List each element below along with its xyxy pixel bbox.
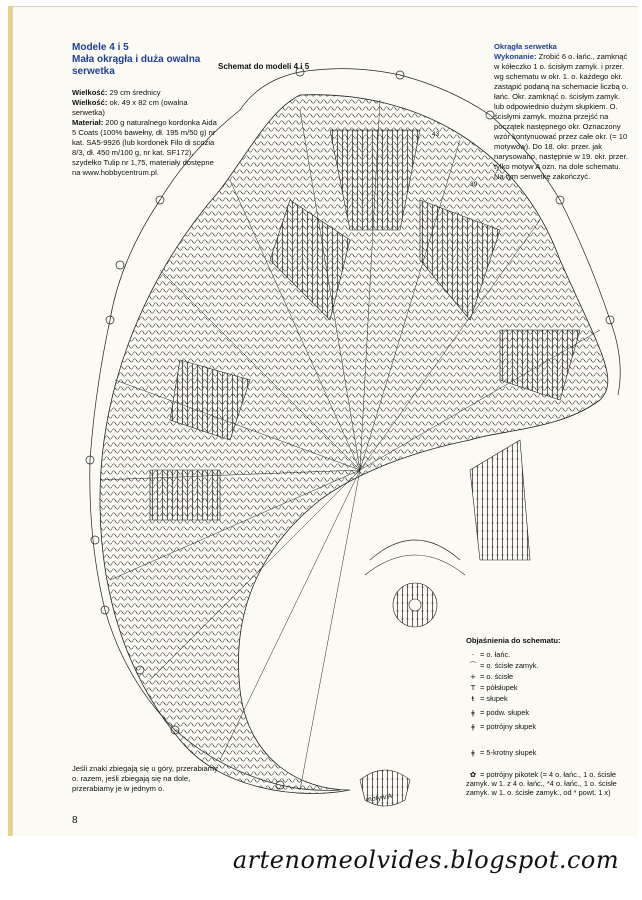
legend-item: ǂ = potrójny słupek — [466, 722, 536, 731]
page-title — [72, 42, 200, 78]
title-line-1: Modele 4 i 5 — [72, 42, 129, 53]
treble-crochet-icon: ǂ — [471, 708, 475, 717]
legend-item: ⌒ = o. ścisłe zamyk. — [466, 661, 539, 670]
legend-item: ǂ = podw. słupek — [466, 708, 529, 717]
title-line-3: serwetka — [72, 66, 115, 77]
legend-item: ✿ = potrójny pikotek (= 4 o. łańc., 1 o. ścisłe zamyk. w 1. z 4 o. łańc., *4 o. łańc., 1 o. ścisłe zamyk. w 1. o. ścisłe zamyk., od * powt. 1 x) — [466, 770, 617, 797]
stitch-note: Jeśli znaki zbiegają się u góry, przerabiamy o. razem, jeśli zbiegają się na dole, przerabiamy je w jednym o. — [72, 764, 218, 793]
specs-block — [72, 88, 222, 178]
legend-item: ǂ = 5-krotny słupek — [466, 748, 536, 757]
size-value: 29 cm średnicy — [109, 88, 161, 97]
legend-item: · = o. łańc. — [466, 650, 510, 659]
instructions-block — [494, 42, 632, 182]
size2-value: ok. 49 x 82 cm (owalna serwetka) — [72, 98, 188, 117]
material-label: Materiał: — [72, 118, 104, 127]
page-number: 8 — [72, 815, 78, 826]
triple-treble-icon: ǂ — [471, 722, 475, 731]
legend-item: T = półsłupek — [466, 683, 518, 692]
title-line-2: Mała okrągła i duża owalna — [72, 54, 201, 65]
instructions-title: Okrągła serwetka — [494, 42, 557, 51]
five-fold-treble-icon: ǂ — [471, 748, 475, 757]
slip-stitch-arc-icon: ⌒ — [469, 661, 477, 670]
half-double-t-icon: T — [470, 683, 476, 692]
legend-title: Objaśnienia do schematu: — [466, 636, 561, 645]
material-value: 200 g naturalnego kordonka Aida 5 Coats (100% bawełny, dł. 195 m/50 g) nr kat. SA5-9926 (lub kordonek Filo di scozia 8/3, dł. 450 m/100 g, nr kat. SF172), szydełko Tulip nr 1,75, materiały dostępne na www.hobbycentrum.pl. — [72, 118, 217, 177]
diagram-title: Schemat do modeli 4 i 5 — [218, 62, 310, 71]
single-crochet-plus-icon: + — [469, 672, 477, 681]
legend-item: + = o. ścisłe — [466, 672, 513, 681]
size-label: Wielkość: — [72, 88, 108, 97]
motif-a-label: motyw A — [365, 793, 393, 804]
picot-triple-icon: ✿ — [469, 770, 477, 779]
watermark-url: artenomeolvides.blogspot.com — [232, 846, 620, 874]
instructions-label: Wykonanie: — [494, 52, 537, 61]
double-crochet-icon: ŧ — [471, 694, 475, 703]
center-motif — [365, 540, 465, 627]
size2-label: Wielkość: — [72, 98, 108, 107]
round-number-39: 39 — [470, 181, 478, 188]
chain-dot-icon: · — [471, 650, 475, 659]
round-number-43: 43 — [432, 131, 440, 138]
legend-item: ŧ = słupek — [466, 694, 508, 703]
instructions-body: Zrobić 6 o. łańc., zamknąć w kółeczko 1 o. ścisłym zamyk. i przer. wg schematu w okr. 1. o. każdego okr. zastąpić podaną na schemacie liczbą o. łańc. Okr. zamknąć o. ścisłym zamyk. lub odpowiednio dużym słupkiem. O. ścisłymi zamyk. można przejść na początek następnego okr. Oznaczony wzór kontynuować przez całe okr. (= 10 motywów). Do 18. okr. przer. jak narysowano, następnie w 19. okr. przer. tylko motyw A ozn. na dole schematu. Na tym serwetkę zakończyć. — [494, 52, 629, 181]
